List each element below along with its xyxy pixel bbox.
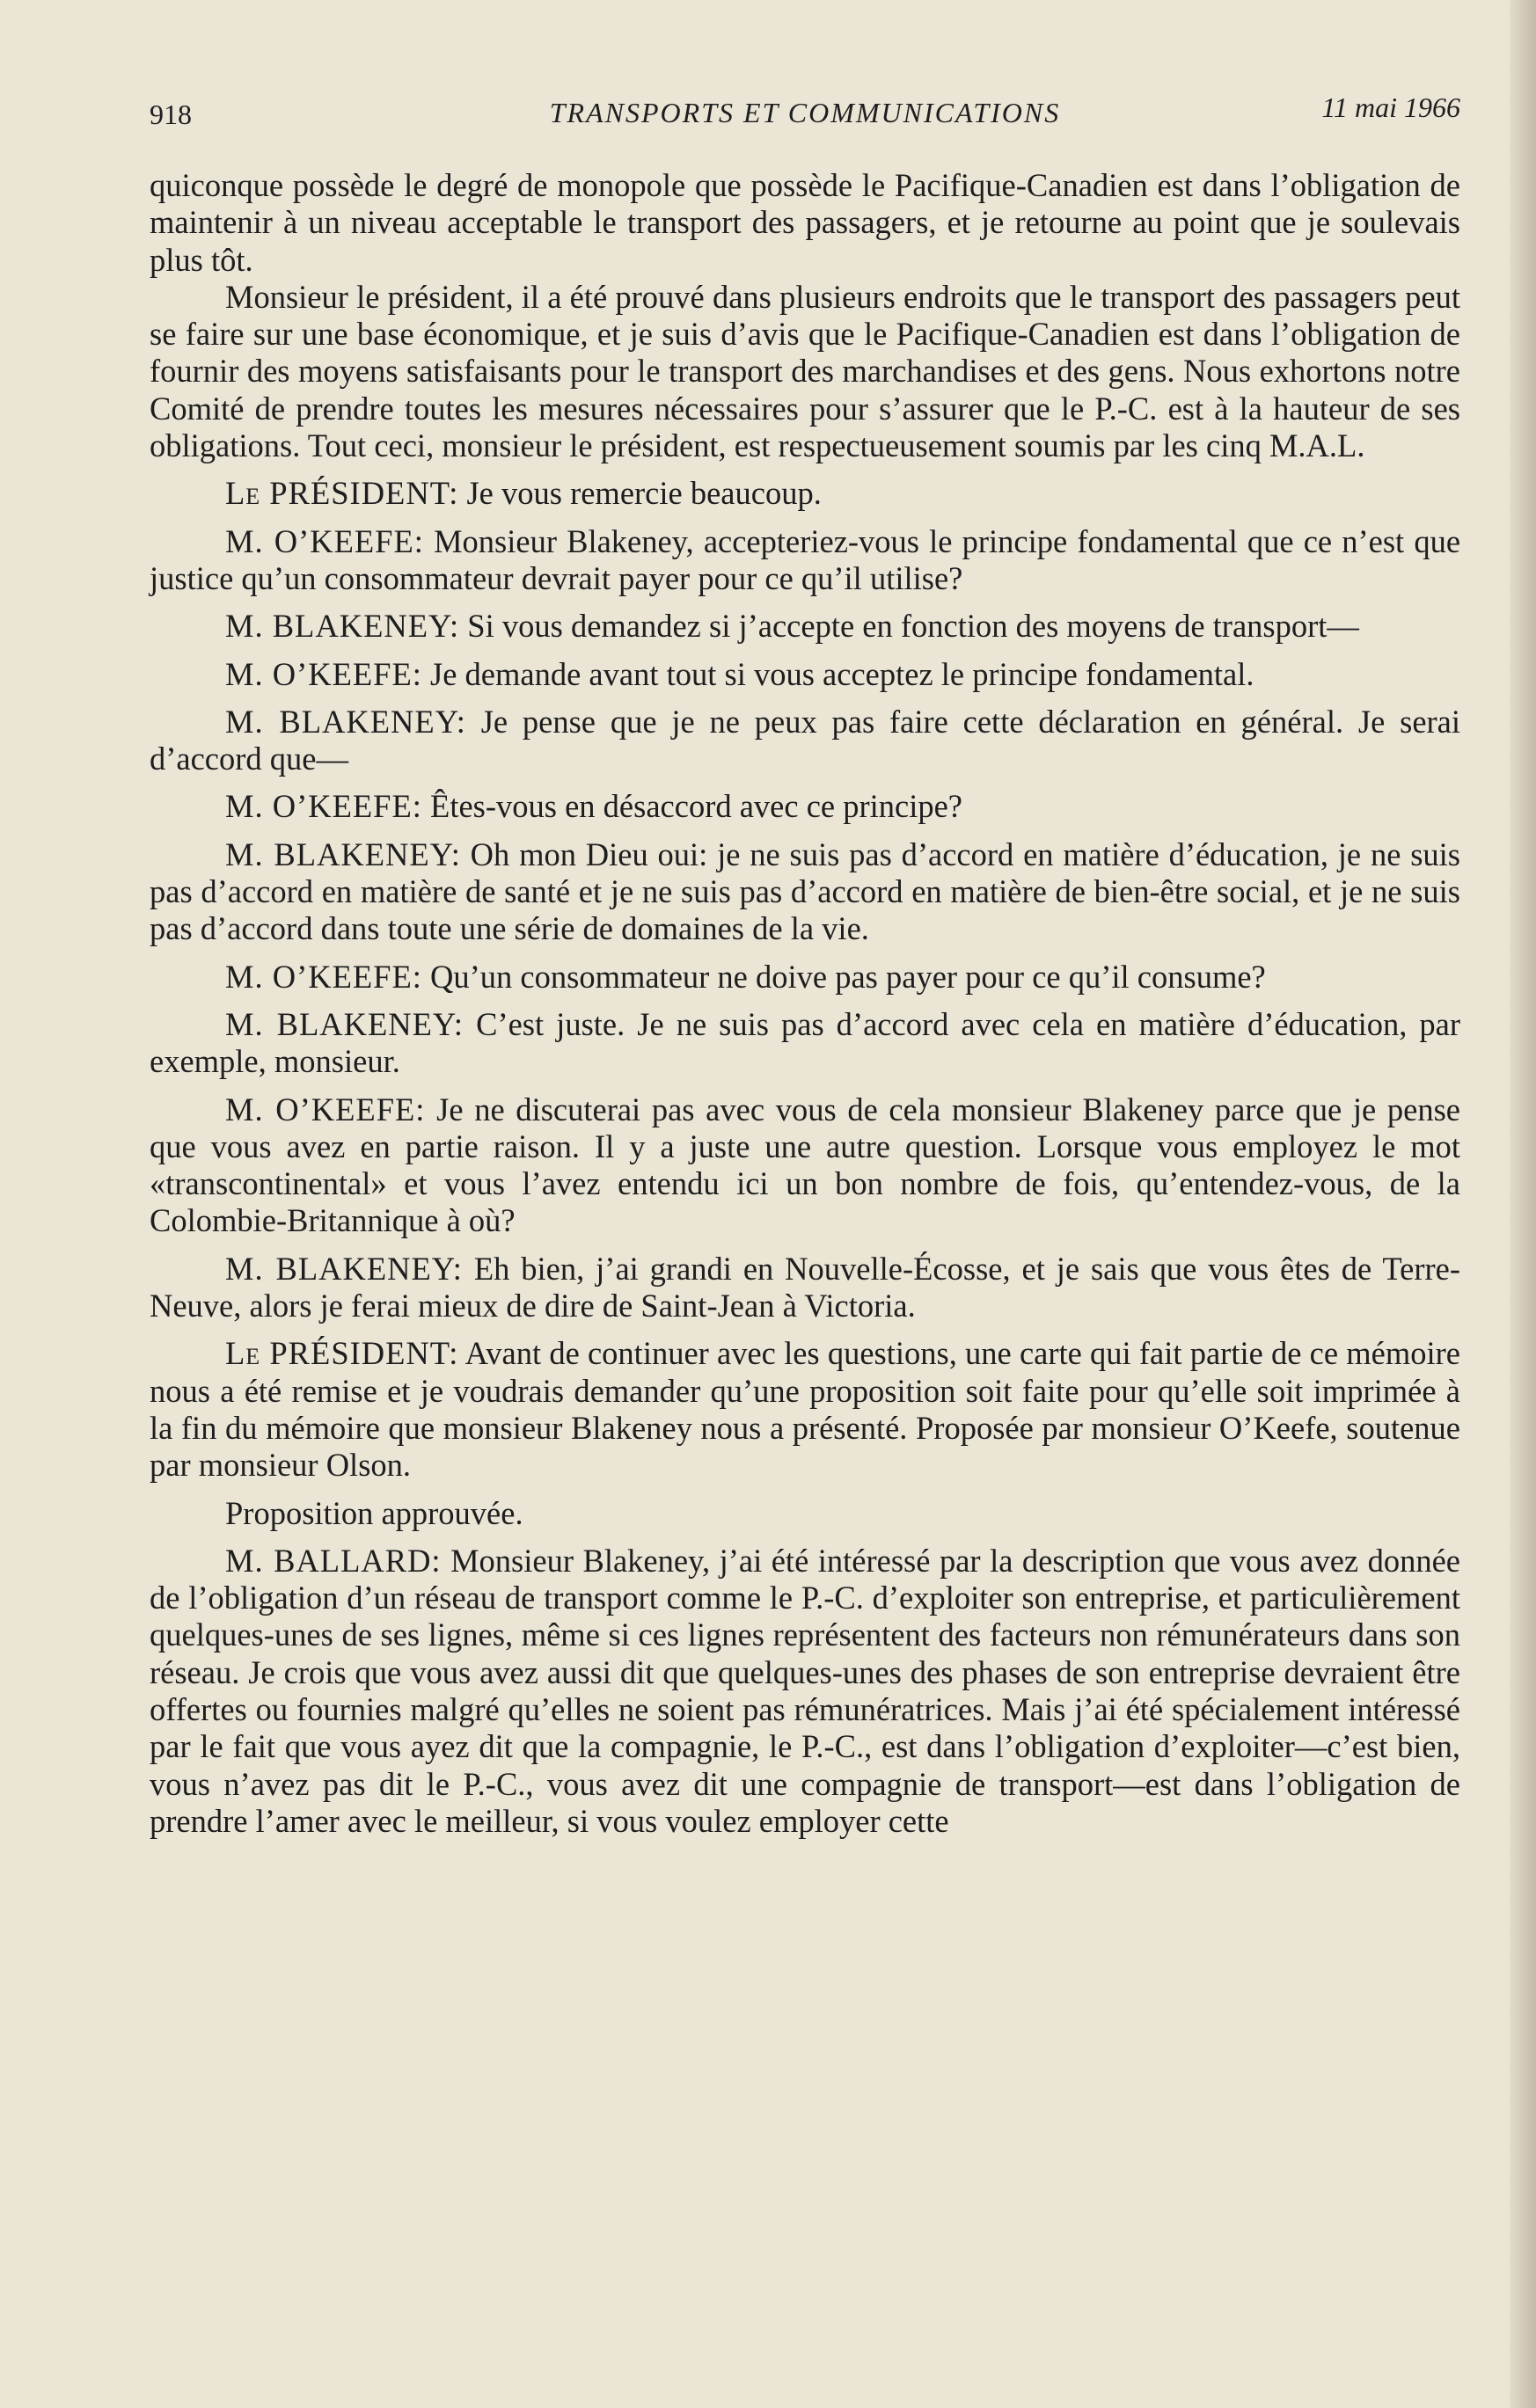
page-number: 918 bbox=[150, 99, 192, 130]
paragraph bbox=[150, 836, 1460, 948]
paragraph-text: Avant de continuer avec les questions, une carte qui fait partie de ce mémoire nous a été remise et je voudrais demander qu’une proposition soit faite pour qu’elle soit imprimée à la fin du mémoire que monsieur Blakeney nous a présenté. Proposée par monsieur O’Keefe, soutenue par monsieur Olson. bbox=[150, 1335, 1460, 1484]
paragraph bbox=[150, 1335, 1460, 1484]
paragraph bbox=[150, 475, 1460, 512]
paragraph bbox=[150, 788, 1460, 825]
running-title: TRANSPORTS ET COMMUNICATIONS bbox=[549, 97, 1061, 128]
paragraph-text: Je ne discuterai pas avec vous de cela monsieur Blakeney parce que je pense que vous avez en partie raison. Il y a juste une autre question. Lorsque vous employez le mot «transcontinental» et vous l’avez entendu ici un bon nombre de fois, qu’entendez-vous, de la Colombie-Britannique à où? bbox=[150, 1091, 1461, 1239]
paragraph bbox=[150, 1543, 1460, 1840]
paragraph-text: Monsieur Blakeney, accepteriez-vous le principe fondamental que ce n’est que justice qu’un consommateur devrait payer pour ce qu’il utilise? bbox=[150, 522, 1461, 596]
paragraph bbox=[150, 1091, 1460, 1240]
paragraph-text: quiconque possède le degré de monopole que possède le Pacifique-Canadien est dans l’obligation de maintenir à un niveau acceptable le transport des passagers, et je retourne au point que je soulevais plus tôt. bbox=[150, 167, 1460, 278]
paragraph bbox=[150, 523, 1460, 598]
page-header bbox=[150, 91, 1460, 135]
paragraph-text: Je vous remercie beaucoup. bbox=[466, 475, 822, 512]
paragraph-text: Je pense que je ne peux pas faire cette déclaration en général. Je serai d’accord que— bbox=[150, 703, 1461, 777]
speaker-label: Le PRÉSIDENT: bbox=[225, 475, 459, 512]
speaker-label: M. BLAKENEY: bbox=[225, 608, 460, 645]
speaker-label: M. O’KEEFE: bbox=[225, 522, 424, 559]
paragraph-text: Proposition approuvée. bbox=[225, 1494, 523, 1531]
paragraph bbox=[150, 656, 1460, 693]
paragraph bbox=[150, 279, 1460, 464]
speaker-label: M. BLAKENEY: bbox=[225, 703, 466, 740]
paragraph-text: Si vous demandez si j’accepte en fonction des moyens de transport— bbox=[467, 608, 1359, 645]
paragraph bbox=[150, 1251, 1460, 1325]
paragraph-text: Monsieur Blakeney, j’ai été intéressé par la description que vous avez donnée de l’obligation d’un réseau de transport comme le P.-C. d’exploiter son entreprise, et particulièrement quelques-unes de ses lignes, même si ces lignes représentent des facteurs non rémunérateurs dans son réseau. Je crois que vous avez aussi dit que quelques-unes des phases de son entreprise devraient être offertes ou fournies malgré qu’elles ne soient pas rémunératrices. Mais j’ai été spécialement intéressé par le fait que vous ayez dit que la compagnie, le P.-C., est dans l’obligation d’exploiter—c’est bien, vous n’avez pas dit le P.-C., vous avez dit une compagnie de transport—est dans l’obligation de prendre l’amer avec le meilleur, si vous voulez employer cette bbox=[150, 1542, 1460, 1839]
paragraph-text: Qu’un consommateur ne doive pas payer pour ce qu’il consume? bbox=[430, 958, 1266, 995]
paragraph bbox=[150, 167, 1460, 279]
speaker-label: M. BALLARD: bbox=[225, 1542, 442, 1579]
paragraph bbox=[150, 1495, 1460, 1532]
paragraph bbox=[150, 608, 1460, 645]
paragraph-text: C’est juste. Je ne suis pas d’accord avec cela en matière d’éducation, par exemple, monsieur. bbox=[150, 1005, 1460, 1080]
speaker-label: M. O’KEEFE: bbox=[225, 1091, 426, 1127]
paragraph bbox=[150, 704, 1460, 778]
speaker-label: M. BLAKENEY: bbox=[225, 1005, 464, 1042]
speaker-label: M. O’KEEFE: bbox=[225, 655, 422, 692]
paragraph bbox=[150, 1006, 1460, 1081]
speaker-label: M. BLAKENEY: bbox=[225, 1250, 463, 1287]
paragraph-text: Oh mon Dieu oui: je ne suis pas d’accord en matière d’éducation, je ne suis pas d’accord en matière de santé et je ne suis pas d’accord en matière de bien-être social, et je ne suis pas d’accord dans toute une série de domaines de la vie. bbox=[150, 836, 1461, 947]
page-binding-edge bbox=[1510, 0, 1536, 2408]
speaker-label: M. O’KEEFE: bbox=[225, 958, 422, 995]
paragraph-text: Êtes-vous en désaccord avec ce principe? bbox=[430, 788, 963, 825]
page-body bbox=[150, 167, 1460, 1840]
paragraph bbox=[150, 959, 1460, 996]
paragraph-text: Eh bien, j’ai grandi en Nouvelle-Écosse, et je sais que vous êtes de Terre-Neuve, alors je ferai mieux de dire de Saint-Jean à Victoria. bbox=[150, 1250, 1460, 1324]
paragraph-text: Monsieur le président, il a été prouvé dans plusieurs endroits que le transport des passagers peut se faire sur une base économique, et je suis d’avis que le Pacifique-Canadien est dans l’obligation de fournir des moyens satisfaisants pour le transport des marchandises et des gens. Nous exhortons notre Comité de prendre toutes les mesures nécessaires pour s’assurer que le P.-C. est à la hauteur de ses obligations. Tout ceci, monsieur le président, est respectueusement soumis par les cinq M.A.L. bbox=[150, 278, 1460, 464]
speaker-label: M. O’KEEFE: bbox=[225, 788, 422, 825]
header-date: 11 mai 1966 bbox=[1321, 91, 1460, 123]
speaker-label: M. BLAKENEY: bbox=[225, 836, 461, 872]
paragraph-text: Je demande avant tout si vous acceptez le principe fondamental. bbox=[430, 655, 1254, 692]
speaker-label: Le PRÉSIDENT: bbox=[225, 1335, 459, 1372]
